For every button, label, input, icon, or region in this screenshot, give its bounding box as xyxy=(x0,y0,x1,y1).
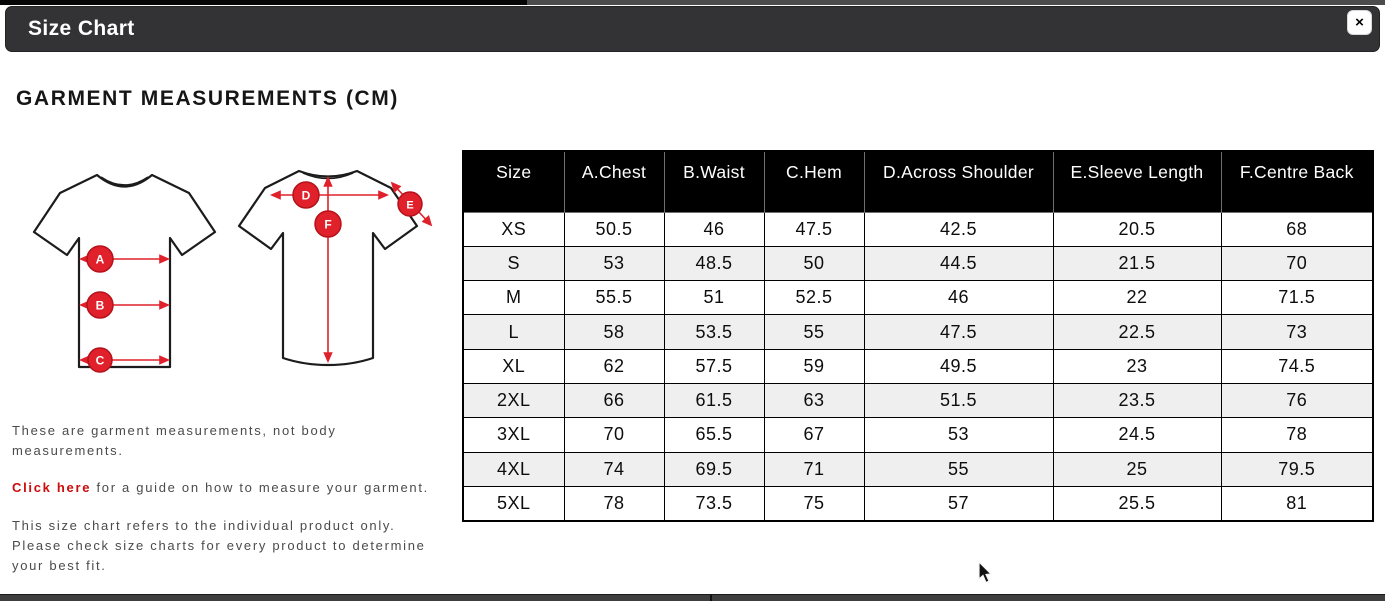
measurement-cell: 20.5 xyxy=(1053,212,1221,246)
note-measure-guide xyxy=(12,478,442,498)
measurement-cell: 73 xyxy=(1221,315,1373,349)
measurement-cell: 24.5 xyxy=(1053,418,1221,452)
size-cell: 2XL xyxy=(463,383,564,417)
measurement-cell: 23.5 xyxy=(1053,383,1221,417)
notes-section xyxy=(12,421,442,594)
front-marker-a xyxy=(87,246,113,272)
table-row xyxy=(463,452,1373,486)
tshirt-front-diagram xyxy=(30,166,220,378)
size-cell: 5XL xyxy=(463,486,564,520)
measurement-cell: 50 xyxy=(764,246,864,280)
measurement-cell: 25 xyxy=(1053,452,1221,486)
size-cell: XS xyxy=(463,212,564,246)
table-row xyxy=(463,418,1373,452)
column-header-chest: A.Chest xyxy=(564,151,664,212)
measurement-cell: 48.5 xyxy=(664,246,764,280)
front-marker-b xyxy=(87,292,113,318)
close-button[interactable] xyxy=(1347,10,1372,35)
measurement-cell: 22 xyxy=(1053,281,1221,315)
measurement-cell: 42.5 xyxy=(864,212,1053,246)
size-cell: XL xyxy=(463,349,564,383)
table-row xyxy=(463,486,1373,520)
column-header-waist: B.Waist xyxy=(664,151,764,212)
size-chart-table-container xyxy=(462,150,1374,522)
measurement-cell: 63 xyxy=(764,383,864,417)
measurement-cell: 46 xyxy=(664,212,764,246)
measurement-cell: 70 xyxy=(564,418,664,452)
page-background-strip-left xyxy=(0,0,527,5)
column-header-centre-back: F.Centre Back xyxy=(1221,151,1373,212)
page-background-strip-bottom xyxy=(0,594,1385,601)
size-cell: M xyxy=(463,281,564,315)
measurement-cell: 53 xyxy=(564,246,664,280)
measurement-cell: 44.5 xyxy=(864,246,1053,280)
size-cell: L xyxy=(463,315,564,349)
measurement-cell: 78 xyxy=(1221,418,1373,452)
modal-title: Size Chart xyxy=(28,17,135,40)
measurement-cell: 74.5 xyxy=(1221,349,1373,383)
column-header-across-shoulder: D.Across Shoulder xyxy=(864,151,1053,212)
back-marker-f xyxy=(315,211,341,237)
measurement-cell: 53 xyxy=(864,418,1053,452)
size-cell: 3XL xyxy=(463,418,564,452)
marker-f-label: F xyxy=(324,217,332,232)
measurement-cell: 74 xyxy=(564,452,664,486)
measurement-cell: 46 xyxy=(864,281,1053,315)
back-marker-d xyxy=(293,182,319,208)
measurement-cell: 55 xyxy=(764,315,864,349)
back-marker-e xyxy=(398,192,422,216)
note-measure-guide-rest: for a guide on how to measure your garment. xyxy=(91,480,429,495)
measurement-cell: 57.5 xyxy=(664,349,764,383)
marker-a-label: A xyxy=(95,252,105,267)
table-row xyxy=(463,349,1373,383)
table-row xyxy=(463,281,1373,315)
column-header-sleeve-length: E.Sleeve Length xyxy=(1053,151,1221,212)
measurement-cell: 55.5 xyxy=(564,281,664,315)
column-header-size: Size xyxy=(463,151,564,212)
measurement-cell: 62 xyxy=(564,349,664,383)
measurement-cell: 50.5 xyxy=(564,212,664,246)
measurement-cell: 57 xyxy=(864,486,1053,520)
measurement-cell: 69.5 xyxy=(664,452,764,486)
measurement-cell: 73.5 xyxy=(664,486,764,520)
mouse-cursor xyxy=(977,561,993,585)
note-individual-product: This size chart refers to the individual product only. Please check size charts for every product to determine your best fit. xyxy=(12,518,426,573)
table-row xyxy=(463,246,1373,280)
page-background-strip-right xyxy=(527,0,1385,5)
measurement-cell: 66 xyxy=(564,383,664,417)
measurement-cell: 81 xyxy=(1221,486,1373,520)
measurement-cell: 53.5 xyxy=(664,315,764,349)
front-marker-c xyxy=(88,348,112,372)
page-title: GARMENT MEASUREMENTS (CM) xyxy=(16,87,399,110)
measurement-cell: 49.5 xyxy=(864,349,1053,383)
table-row xyxy=(463,383,1373,417)
measurement-cell: 58 xyxy=(564,315,664,349)
marker-e-label: E xyxy=(406,199,414,212)
measurement-cell: 67 xyxy=(764,418,864,452)
measurement-cell: 65.5 xyxy=(664,418,764,452)
modal-header xyxy=(5,6,1380,52)
table-row xyxy=(463,212,1373,246)
measurement-cell: 70 xyxy=(1221,246,1373,280)
measurement-cell: 61.5 xyxy=(664,383,764,417)
measurement-cell: 47.5 xyxy=(764,212,864,246)
measurement-cell: 47.5 xyxy=(864,315,1053,349)
table-row xyxy=(463,315,1373,349)
measurement-cell: 59 xyxy=(764,349,864,383)
size-cell: S xyxy=(463,246,564,280)
size-cell: 4XL xyxy=(463,452,564,486)
close-icon: × xyxy=(1355,14,1364,31)
marker-b-label: B xyxy=(95,298,105,313)
measurement-cell: 75 xyxy=(764,486,864,520)
measurement-cell: 51 xyxy=(664,281,764,315)
note-garment-measurements: These are garment measurements, not body measurements. xyxy=(12,423,337,458)
measurement-cell: 76 xyxy=(1221,383,1373,417)
measurement-cell: 68 xyxy=(1221,212,1373,246)
measurement-cell: 51.5 xyxy=(864,383,1053,417)
measurement-cell: 55 xyxy=(864,452,1053,486)
marker-d-label: D xyxy=(301,188,311,203)
column-header-hem: C.Hem xyxy=(764,151,864,212)
table-header-row xyxy=(463,151,1373,212)
measurement-cell: 71 xyxy=(764,452,864,486)
tshirt-back-diagram xyxy=(224,162,436,380)
measurement-cell: 25.5 xyxy=(1053,486,1221,520)
measurement-cell: 21.5 xyxy=(1053,246,1221,280)
marker-c-label: C xyxy=(95,353,105,368)
measurement-cell: 79.5 xyxy=(1221,452,1373,486)
size-chart-table xyxy=(462,150,1374,522)
measurement-cell: 71.5 xyxy=(1221,281,1373,315)
measurement-cell: 22.5 xyxy=(1053,315,1221,349)
click-here-link[interactable]: Click here xyxy=(12,480,92,495)
measurement-cell: 78 xyxy=(564,486,664,520)
measurement-cell: 23 xyxy=(1053,349,1221,383)
measurement-cell: 52.5 xyxy=(764,281,864,315)
